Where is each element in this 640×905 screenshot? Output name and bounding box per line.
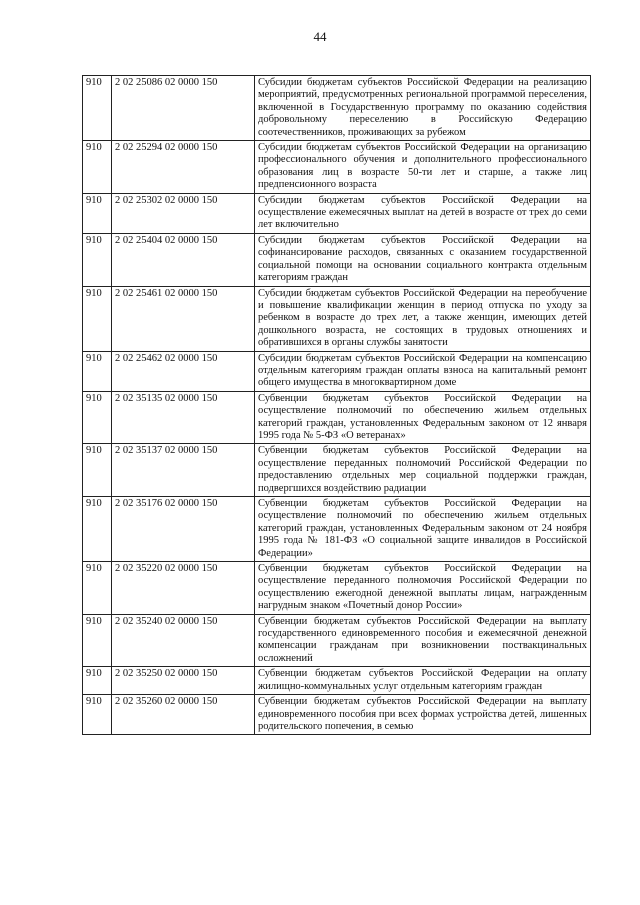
table-row: [83, 233, 591, 286]
revenue-code-cell: 2 02 35220 02 0000 150: [112, 562, 255, 615]
revenue-code-cell: 2 02 25294 02 0000 150: [112, 141, 255, 194]
revenue-description-cell: Субвенции бюджетам субъектов Российской Федерации на осуществление полномочий по обеспечению жильем отдельных категорий граждан, установленных Федеральным законом от 24 ноября 1995 года № 181-ФЗ «О социальной защите инвалидов в Российской Федерации»: [255, 497, 591, 562]
budget-classification-table: [82, 75, 591, 735]
revenue-description-cell: Субвенции бюджетам субъектов Российской Федерации на осуществление переданного полномочия Российской Федерации по осуществлению ежегодной денежной выплаты лицам, награжденным нагрудным знаком «Почетный донор России»: [255, 562, 591, 615]
revenue-code-cell: 2 02 35260 02 0000 150: [112, 695, 255, 735]
administrator-code-cell: 910: [83, 391, 112, 444]
revenue-description-cell: Субсидии бюджетам субъектов Российской Федерации на софинансирование расходов, связанных с оказанием государственной социальной помощи на основании социального контракта отдельным категориям граждан: [255, 233, 591, 286]
administrator-code-cell: 910: [83, 444, 112, 497]
revenue-code-cell: 2 02 25462 02 0000 150: [112, 351, 255, 391]
revenue-description-cell: Субвенции бюджетам субъектов Российской Федерации на оплату жилищно-коммунальных услуг отдельным категориям граждан: [255, 667, 591, 695]
administrator-code-cell: 910: [83, 667, 112, 695]
revenue-code-cell: 2 02 35137 02 0000 150: [112, 444, 255, 497]
administrator-code-cell: 910: [83, 233, 112, 286]
revenue-code-cell: 2 02 25461 02 0000 150: [112, 286, 255, 351]
administrator-code-cell: 910: [83, 695, 112, 735]
table-row: [83, 444, 591, 497]
administrator-code-cell: 910: [83, 76, 112, 141]
revenue-code-cell: 2 02 25302 02 0000 150: [112, 193, 255, 233]
administrator-code-cell: 910: [83, 286, 112, 351]
administrator-code-cell: 910: [83, 351, 112, 391]
revenue-code-cell: 2 02 35135 02 0000 150: [112, 391, 255, 444]
revenue-description-cell: Субсидии бюджетам субъектов Российской Федерации на компенсацию отдельным категориям граждан оплаты взноса на капитальный ремонт общего имущества в многоквартирном доме: [255, 351, 591, 391]
table-row: [83, 391, 591, 444]
administrator-code-cell: 910: [83, 562, 112, 615]
revenue-description-cell: Субвенции бюджетам субъектов Российской Федерации на осуществление полномочий по обеспечению жильем отдельных категорий граждан, установленных Федеральным законом от 12 января 1995 года № 5-ФЗ «О ветеранах»: [255, 391, 591, 444]
revenue-code-cell: 2 02 35176 02 0000 150: [112, 497, 255, 562]
table-row: [83, 497, 591, 562]
revenue-description-cell: Субсидии бюджетам субъектов Российской Федерации на реализацию мероприятий, предусмотренных региональной программой переселения, включенной в Государственную программу по оказанию содействия добровольному переселению в Российскую Федерацию соотечественников, проживающих за рубежом: [255, 76, 591, 141]
revenue-description-cell: Субвенции бюджетам субъектов Российской Федерации на выплату государственного единовременного пособия и ежемесячной денежной компенсации гражданам при возникновении поствакцинальных осложнений: [255, 614, 591, 667]
revenue-description-cell: Субсидии бюджетам субъектов Российской Федерации на осуществление ежемесячных выплат на детей в возрасте от трех до семи лет включительно: [255, 193, 591, 233]
revenue-code-cell: 2 02 35240 02 0000 150: [112, 614, 255, 667]
table-row: [83, 193, 591, 233]
table-row: [83, 286, 591, 351]
table-row: [83, 614, 591, 667]
revenue-description-cell: Субвенции бюджетам субъектов Российской Федерации на осуществление переданных полномочий Российской Федерации по предоставлению отдельных мер социальной поддержки граждан, подвергшихся воздействию радиации: [255, 444, 591, 497]
administrator-code-cell: 910: [83, 614, 112, 667]
table-row: [83, 351, 591, 391]
table-row: [83, 76, 591, 141]
page-number: 44: [313, 29, 327, 44]
table-row: [83, 562, 591, 615]
administrator-code-cell: 910: [83, 497, 112, 562]
revenue-description-cell: Субсидии бюджетам субъектов Российской Федерации на организацию профессионального обучения и дополнительного профессионального образования лиц в возрасте 50-ти лет и старше, а также лиц предпенсионного возраста: [255, 141, 591, 194]
table-row: [83, 695, 591, 735]
table-row: [83, 141, 591, 194]
revenue-code-cell: 2 02 25086 02 0000 150: [112, 76, 255, 141]
administrator-code-cell: 910: [83, 193, 112, 233]
revenue-code-cell: 2 02 25404 02 0000 150: [112, 233, 255, 286]
administrator-code-cell: 910: [83, 141, 112, 194]
revenue-code-cell: 2 02 35250 02 0000 150: [112, 667, 255, 695]
revenue-description-cell: Субсидии бюджетам субъектов Российской Федерации на переобучение и повышение квалификации женщин в период отпуска по уходу за ребенком в возрасте до трех лет, а также женщин, имеющих детей дошкольного возраста, не состоящих в трудовых отношениях и обратившихся в органы службы занятости: [255, 286, 591, 351]
table-row: [83, 667, 591, 695]
revenue-description-cell: Субвенции бюджетам субъектов Российской Федерации на выплату единовременного пособия при всех формах устройства детей, лишенных родительского попечения, в семью: [255, 695, 591, 735]
